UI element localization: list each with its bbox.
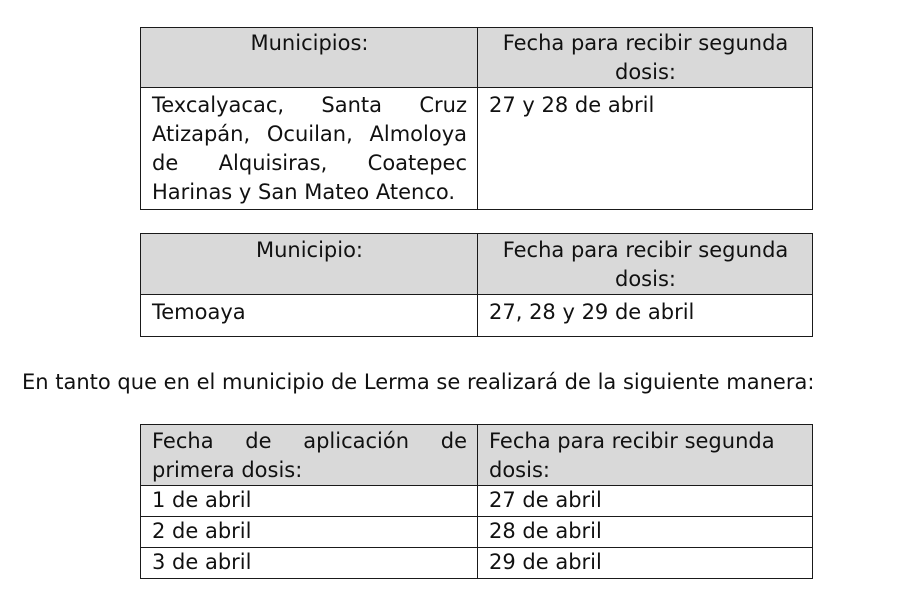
second-dose-date-cell: 27 y 28 de abril <box>478 88 813 210</box>
first-dose-date-cell: 3 de abril <box>141 548 478 579</box>
lerma-dose-schedule-table <box>140 424 813 579</box>
second-dose-date-cell: 29 de abril <box>478 548 813 579</box>
second-dose-date-cell: 28 de abril <box>478 517 813 548</box>
header-second-dose-date: Fecha para recibir segunda dosis: <box>478 425 813 486</box>
header-municipio: Municipio: <box>141 234 478 295</box>
lerma-intro-paragraph: En tanto que en el municipio de Lerma se realizará de la siguiente manera: <box>22 370 815 394</box>
table-row <box>141 517 813 548</box>
municipalities-cell: Texcalyacac, Santa Cruz Atizapán, Ocuilan, Almoloya de Alquisiras, Coatepec Harinas y San Mateo Atenco. <box>141 88 478 210</box>
second-dose-date-cell: 27, 28 y 29 de abril <box>478 295 813 337</box>
municipality-cell: Temoaya <box>141 295 478 337</box>
header-first-dose-date: Fecha de aplicación de primera dosis: <box>141 425 478 486</box>
header-second-dose-date: Fecha para recibir segunda dosis: <box>478 28 813 88</box>
second-dose-table-temoaya <box>140 233 813 337</box>
header-second-dose-date: Fecha para recibir segunda dosis: <box>478 234 813 295</box>
table-header-row <box>141 425 813 486</box>
table-row <box>141 88 813 210</box>
second-dose-date-cell: 27 de abril <box>478 486 813 517</box>
table-header-row <box>141 28 813 88</box>
first-dose-date-cell: 2 de abril <box>141 517 478 548</box>
header-municipios: Municipios: <box>141 28 478 88</box>
table-row <box>141 295 813 337</box>
table-header-row <box>141 234 813 295</box>
first-dose-date-cell: 1 de abril <box>141 486 478 517</box>
table-row <box>141 486 813 517</box>
second-dose-table-municipalities <box>140 27 813 210</box>
table-row <box>141 548 813 579</box>
